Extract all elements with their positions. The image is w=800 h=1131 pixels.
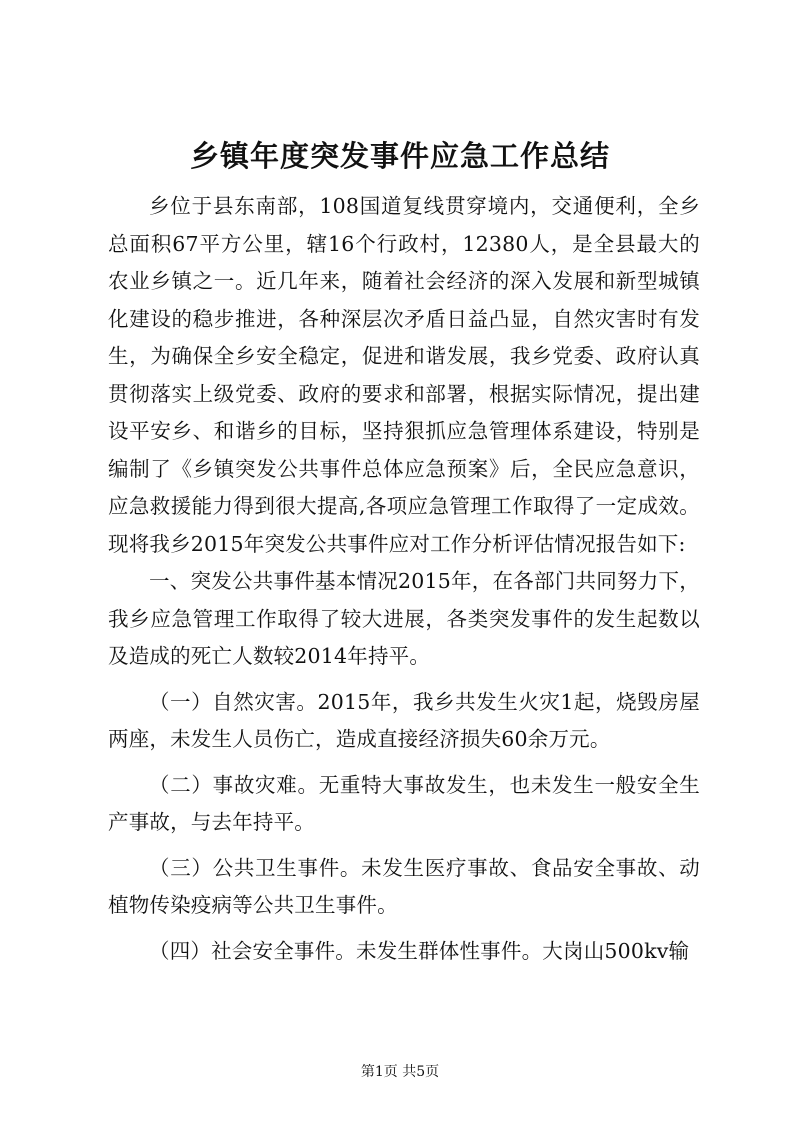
paragraph-intro: 乡位于县东南部，108国道复线贯穿境内，交通便利，全乡总面积67平方公里，辖16个行政村，12380人，是全县最大的农业乡镇之一。近几年来，随着社会经济的深入发展和新型城镇化建设的稳步推进，各种深层次矛盾日益凸显，自然灾害时有发生，为确保全乡安全稳定，促进和谐发展，我乡党委、政府认真贯彻落实上级党委、政府的要求和部署，根据实际情况，提出建设平安乡、和谐乡的目标，坚持狠抓应急管理体系建设，特别是编制了《乡镇突发公共事件总体应急预案》后，全民应急意识，应急救援能力得到很大提高,各项应急管理工作取得了一定成效。现将我乡2015年突发公共事件应对工作分析评估情况报告如下: [108,194,700,556]
document-title: 乡镇年度突发事件应急工作总结 [189,139,610,173]
paragraph-social-security: （四）社会安全事件。未发生群体性事件。大岗山500kv输 [149,938,690,963]
page-number-footer: 第1页 共5页 [360,1064,440,1080]
document-body [108,188,700,970]
paragraph-public-health: （三）公共卫生事件。未发生医疗事故、食品安全事故、动植物传染疫病等公共卫生事件。 [108,855,700,917]
paragraph-natural-disaster: （一）自然灾害。2015年，我乡共发生火灾1起，烧毁房屋两座，未发生人员伤亡，造成直接经济损失60余万元。 [108,689,700,751]
paragraph-accident: （二）事故灾难。无重特大事故发生，也未发生一般安全生产事故，与去年持平。 [108,772,700,834]
paragraph-section-1: 一、突发公共事件基本情况2015年，在各部门共同努力下，我乡应急管理工作取得了较大进展，各类突发事件的发生起数以及造成的死亡人数较2014年持平。 [108,569,700,668]
